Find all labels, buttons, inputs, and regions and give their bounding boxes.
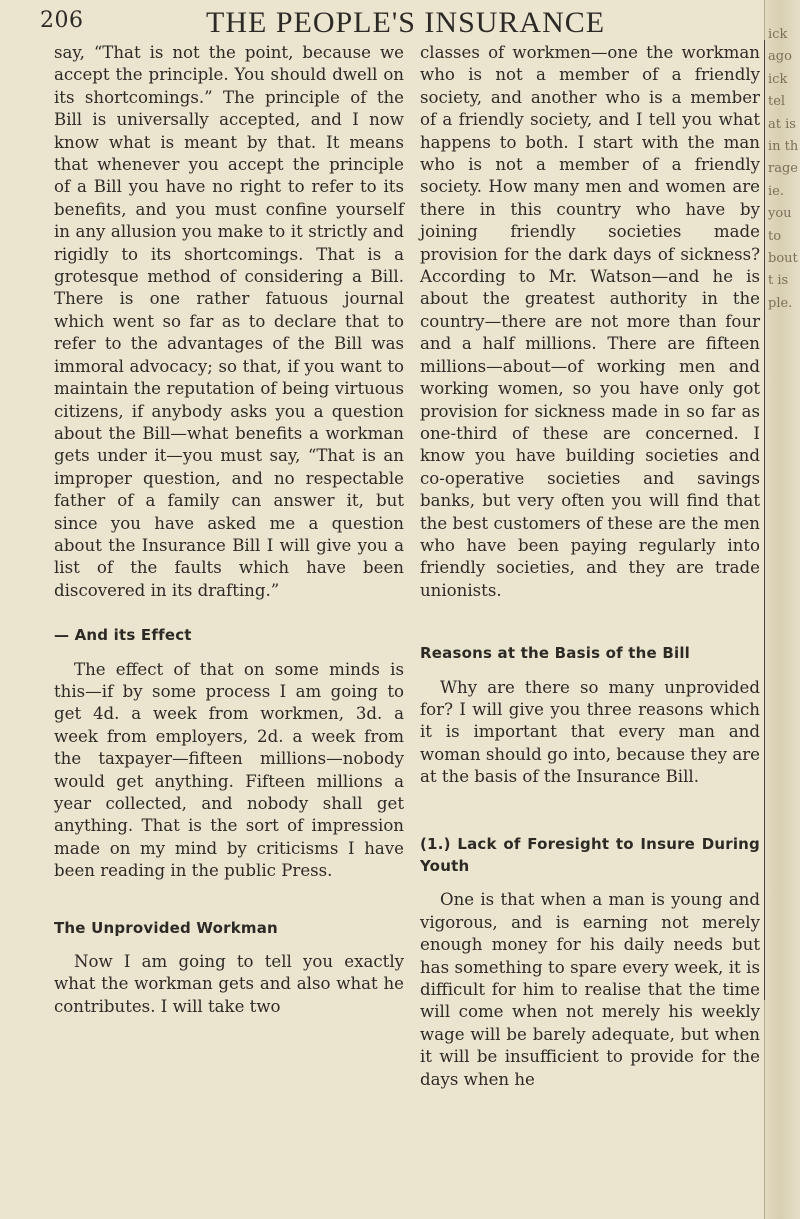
section-heading-unprovided-workman: The Unprovided Workman: [54, 918, 278, 937]
bleed-fragment: ple.: [768, 295, 793, 311]
section-heading-reasons: Reasons at the Basis of the Bill: [420, 644, 690, 663]
right-paragraph-3: One is that when a man is young and vigorous, and is earning not merely enough money for his daily needs but has something to spare every week, it is difficult for him to realise that the time will come when not merely his weekly wage will be barely adequate, but when it will be insufficient to provide for the days when he: [420, 890, 760, 1089]
bleed-fragment: ie.: [768, 183, 784, 199]
right-paragraph-1: classes of workmen—one the workman who is not a member of a friendly society, and another who is a member of a friendly society, and I tell you what happens to both. I start with the man who is not a member of a friendly society. How many men and women are there in this country who have by joining friendly societies made provision for the dark days of sickness? According to Mr. Watson—and he is about the greatest authority in the country—there are not more than four and a half millions. There are fifteen millions—about—of working men and working women, so you have only got provision for sickness made in so far as one-third of these are concerned. I know you have building societies and co-operative societies and savings banks, but very often you will find that the best customers of these are the men who have been paying regularly into friendly societies, and they are trade unionists.: [420, 43, 760, 600]
bleed-fragment: tel: [768, 94, 786, 110]
page-number: 206: [40, 8, 84, 33]
left-column: [54, 42, 404, 1018]
gutter-line: [764, 40, 765, 1000]
bleed-fragment: ago: [768, 49, 792, 65]
section-heading-lack-of-foresight: (1.) Lack of Foresight to Insure During Youth: [420, 834, 760, 875]
section-heading-and-its-effect: — And its Effect: [54, 626, 192, 645]
right-column: [420, 42, 760, 1091]
bleed-fragment: to: [768, 228, 782, 244]
running-title: THE PEOPLE'S INSURANCE: [206, 6, 606, 39]
left-paragraph-1: say, “That is not the point, because we accept the principle. You should dwell on its shortcomings.” The principle of the Bill is universally accepted, and I now know what is meant by that. It means that whenever you accept the principle of a Bill you have no right to refer to its benefits, and you must confine yourself in any allusion you make to it strictly and rigidly to its shortcomings. That is a grotesque method of considering a Bill. There is one rather fatuous journal which went so far as to declare that to refer to the advantages of the Bill was immoral advocacy; so that, if you want to maintain the reputation of being virtuous citizens, if anybody asks you a question about the Bill—what benefits a workman gets under it—you must say, “That is an improper question, and no respectable father of a family can answer it, but since you have asked me a question about the Insurance Bill I will give you a list of the faults which have been discovered in its drafting.”: [54, 43, 404, 600]
bleed-fragment: bout: [768, 250, 798, 266]
bleed-fragment: in th: [768, 138, 799, 154]
bleed-through-text: [768, 24, 800, 315]
bleed-fragment: you: [768, 206, 792, 222]
left-paragraph-2: The effect of that on some minds is this—if by some process I am going to get 4d. a week from workmen, 3d. a week from employers, 2d. a week from the taxpayer—fifteen millions—nobody would get anything. Fifteen millions a year collected, and nobody shall get anything. That is the sort of impression made on my mind by criticisms I have been reading in the public Press.: [54, 659, 404, 881]
right-paragraph-2: Why are there so many unprovided for? I will give you three reasons which it is important that every man and woman should go into, because they are at the basis of the Insurance Bill.: [420, 677, 760, 787]
bleed-fragment: ick: [768, 71, 788, 87]
bleed-fragment: rage: [768, 161, 798, 177]
bleed-fragment: t is: [768, 273, 789, 289]
bleed-fragment: ick: [768, 27, 788, 42]
bleed-fragment: at is: [768, 116, 796, 132]
left-paragraph-3: Now I am going to tell you exactly what the workman gets and also what he contributes. I will take two: [54, 952, 404, 1016]
